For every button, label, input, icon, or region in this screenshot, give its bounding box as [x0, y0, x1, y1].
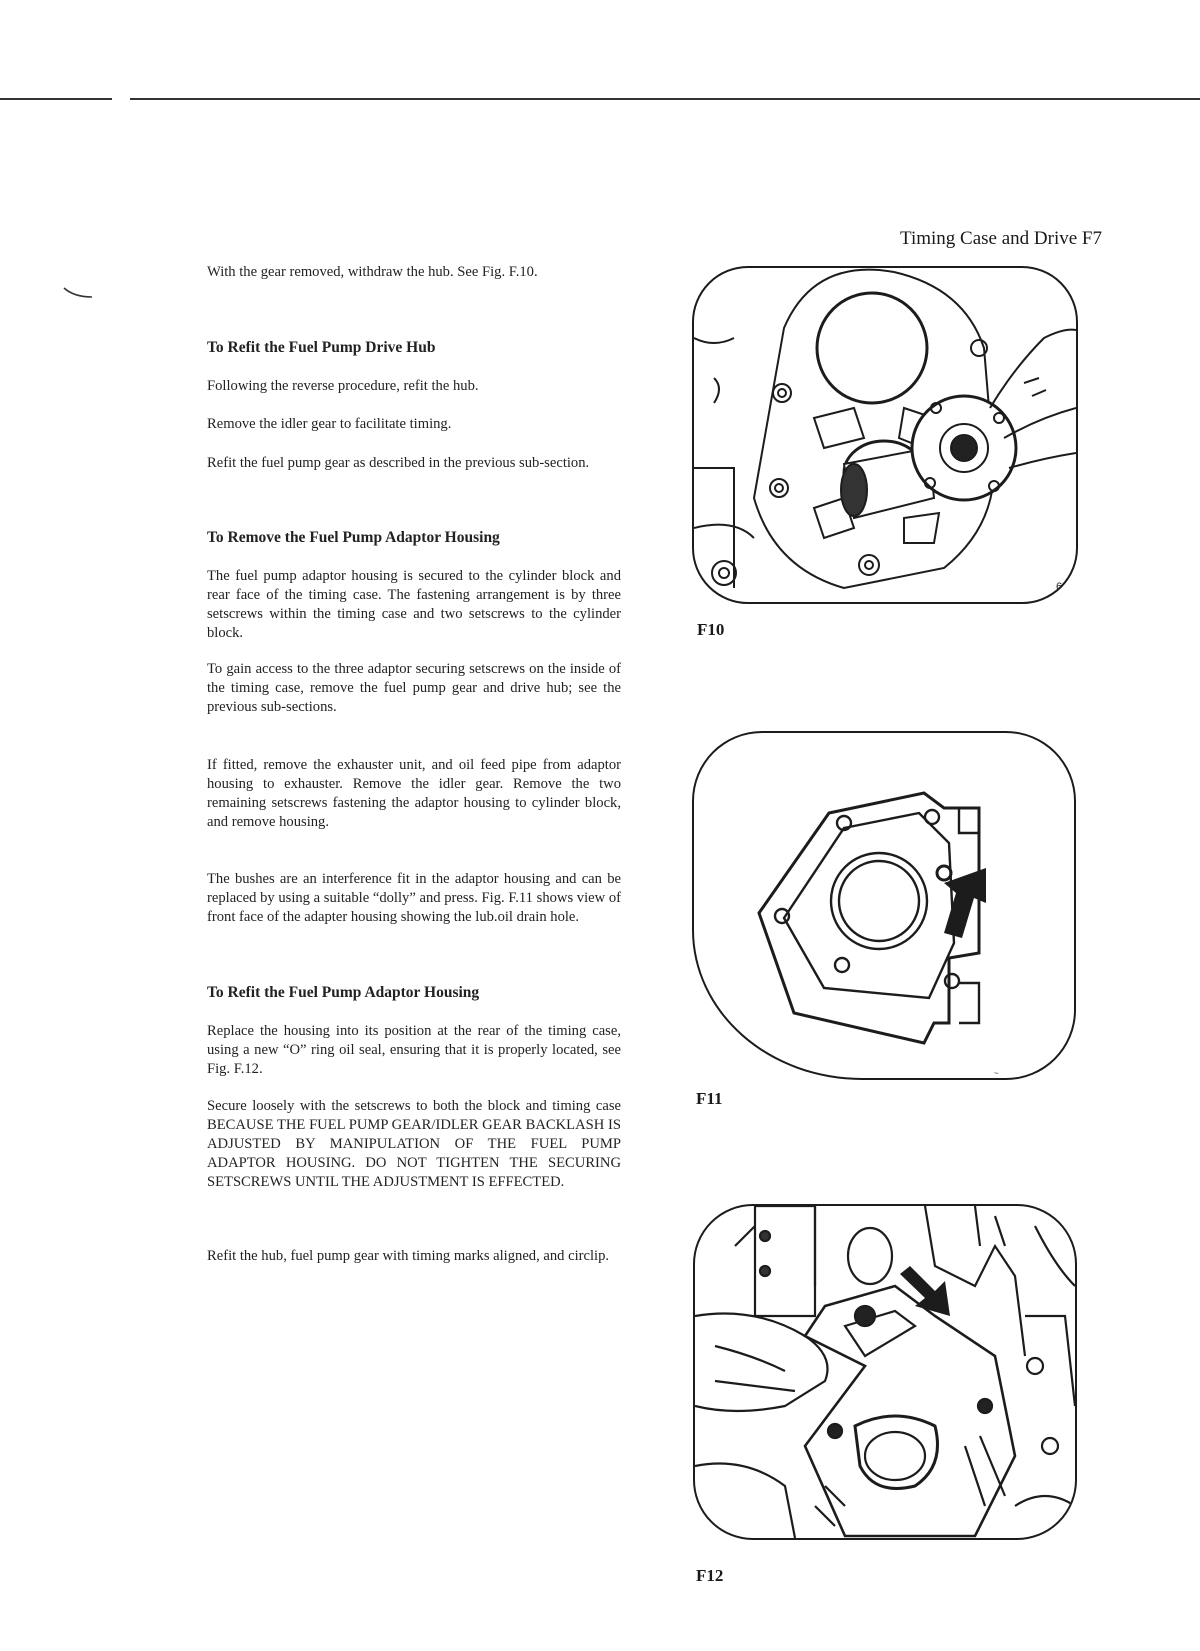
figure-f12 — [693, 1204, 1077, 1540]
paragraph: The bushes are an interference fit in the adaptor housing and can be replaced by using a suitable “dolly” and press. Fig. F.11 shows view of front face of the adapter housing showing the lub.oil drain hole. — [207, 871, 621, 925]
figure-f11 — [692, 731, 1076, 1080]
text-block-5 — [207, 567, 621, 643]
paragraph: Following the reverse procedure, refit the hub. — [207, 378, 479, 394]
paragraph: Remove the idler gear to facilitate timing. — [207, 416, 452, 432]
margin-mark — [62, 285, 96, 301]
paragraph: Replace the housing into its position at the rear of the timing case, using a new “O” ring oil seal, ensuring that it is properly located, see Fig. F.12. — [207, 1023, 621, 1077]
heading-remove-adaptor — [207, 528, 621, 547]
text-block-9 — [207, 1022, 621, 1079]
figure-f12-label: F12 — [696, 1566, 724, 1585]
paragraph: With the gear removed, withdraw the hub. See Fig. F.10. — [207, 264, 538, 280]
paragraph: Secure loosely with the setscrews to both the block and timing case BECAUSE THE FUEL PUMP GEAR/IDLER GEAR BACKLASH IS ADJUSTED BY MANIPULATION OF THE FUEL PUMP ADAPTOR HOUSING. DO NOT TIGHTEN THE SECURING SETSCREWS UNTIL THE ADJUSTMENT IS EFFECTED. — [207, 1098, 621, 1190]
figure-f11-label: F11 — [696, 1089, 723, 1108]
svg-text:~: ~ — [994, 1069, 999, 1078]
section-heading: To Refit the Fuel Pump Adaptor Housing — [207, 984, 480, 1001]
figure-f11-drawing — [694, 733, 1074, 1078]
heading-refit-adaptor — [207, 983, 621, 1002]
text-block-8 — [207, 870, 621, 927]
top-rule — [0, 98, 1200, 100]
section-heading: To Refit the Fuel Pump Drive Hub — [207, 339, 436, 356]
figure-f10-label: F10 — [697, 620, 725, 639]
paragraph: Refit the hub, fuel pump gear with timing marks aligned, and circlip. — [207, 1248, 610, 1264]
figure-f12-drawing — [695, 1206, 1075, 1538]
text-block-7 — [207, 756, 621, 832]
section-heading: To Remove the Fuel Pump Adaptor Housing — [207, 529, 500, 546]
text-block-11 — [207, 1247, 621, 1266]
figure-f10 — [692, 266, 1078, 604]
paragraph: To gain access to the three adaptor securing setscrews on the inside of the timing case, remove the fuel pump gear and drive hub; see the previous sub-sections. — [207, 661, 621, 715]
text-block-4 — [207, 454, 621, 473]
text-block-2 — [207, 377, 621, 396]
page-header: Timing Case and Drive F7 — [900, 228, 1102, 249]
top-rule-gap — [112, 97, 130, 101]
heading-refit-hub — [207, 338, 621, 357]
paragraph: If fitted, remove the exhauster unit, and oil feed pipe from adaptor housing to exhauster. Remove the idler gear. Remove the two remaining setscrews fastening the adaptor housing to cylinder block, and remove housing. — [207, 757, 621, 830]
text-block-10 — [207, 1097, 621, 1192]
text-block-3 — [207, 415, 621, 434]
text-block-6 — [207, 660, 621, 717]
text-block-1 — [207, 263, 621, 282]
paragraph: Refit the fuel pump gear as described in the previous sub-section. — [207, 455, 590, 471]
figure-f10-mark: 61 — [1056, 581, 1069, 593]
paragraph: The fuel pump adaptor housing is secured to the cylinder block and rear face of the timing case. The fastening arrangement is by three setscrews within the timing case and two setscrews to the cylinder block. — [207, 568, 621, 641]
figure-f10-drawing — [694, 268, 1076, 602]
